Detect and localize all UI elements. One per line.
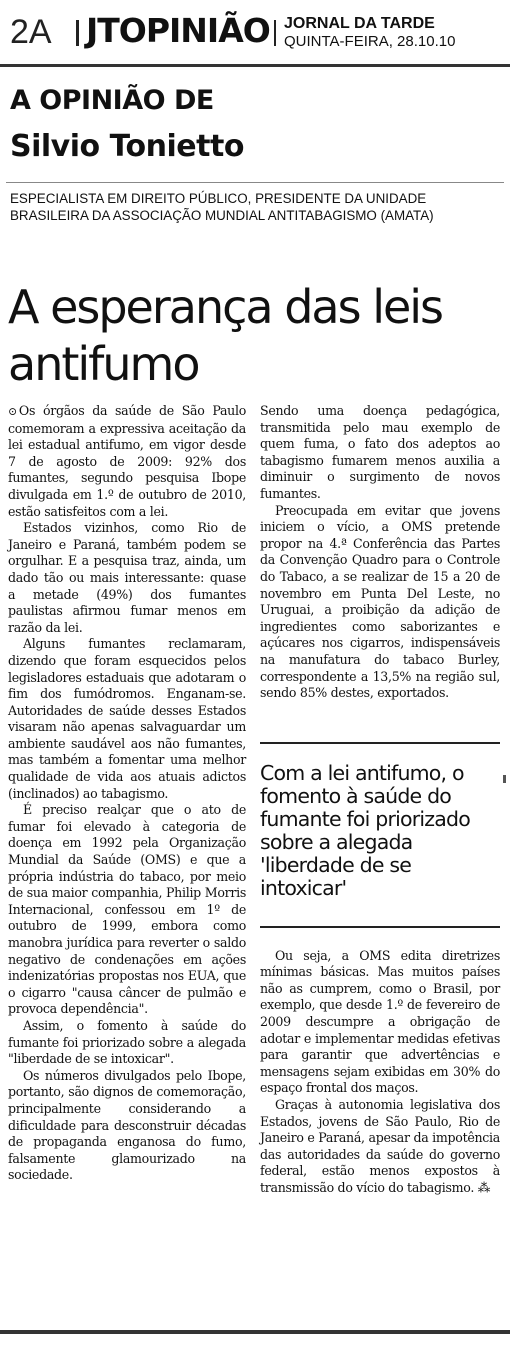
article-paragraph: Graças à autonomia legislativa dos Estados, jovens de São Paulo, Rio de Janeiro e Paraná, apesar da impotência das autoridades da saúde do governo federal, estão menos expostos à transmissão do vício do tabagismo. ⁂	[260, 1097, 500, 1195]
article-paragraph: Alguns fumantes reclamaram, dizendo que foram esquecidos pelos legisladores estaduais que adotaram o fim dos fumódromos. Enganam-se. Autoridades de saúde desses Estados visaram não apenas salvaguardar um ambiente saudável aos não fumantes, mas também a fomentar uma melhor qualidade de vida aos atuais adictos (inclinados) ao tabagismo.	[8, 636, 246, 801]
article-paragraph: Sendo uma doença pedagógica, transmitida pelo mau exemplo de quem fuma, o fato dos adeptos ao tabagismo fumarem menos auxilia a diminuir o surgimento de novos fumantes.	[260, 403, 500, 501]
pull-quote: Com a lei antifumo, o fomento à saúde do fumante foi priorizado sobre a alegada 'liberdade de se intoxicar'	[260, 742, 500, 928]
article-column-left	[8, 403, 246, 1184]
masthead-divider	[274, 20, 276, 46]
article-paragraph: Os números divulgados pelo Ibope, portanto, são dignos de comemoração, principalmente considerando a dificuldade para desconstruir décadas de propaganda enganosa do fumo, falsamente glamourizado na sociedade.	[8, 1067, 246, 1183]
bottom-rule	[0, 1330, 510, 1334]
column-kicker: A OPINIÃO DE	[10, 85, 214, 116]
masthead	[6, 12, 504, 58]
newspaper-name: JORNAL DA TARDE	[284, 15, 435, 32]
article-paragraph: Estados vizinhos, como Rio de Janeiro e Paraná, também podem se orgulhar. E a pesquisa traz, ainda, um dado tão ou mais interessante: quase a metade (49%) dos fumantes paulistas afirmou fumar menos em razão da lei.	[8, 520, 246, 635]
article-column-right	[260, 403, 500, 1197]
author-bio: ESPECIALISTA EM DIREITO PÚBLICO, PRESIDENTE DA UNIDADE BRASILEIRA DA ASSOCIAÇÃO MUNDIAL ANTITABAGISMO (AMATA)	[10, 191, 434, 223]
page-number: 2A	[10, 13, 52, 51]
author-divider	[6, 182, 504, 183]
article-paragraph: Assim, o fomento à saúde do fumante foi priorizado sobre a alegada "liberdade de se intoxicar".	[8, 1017, 246, 1067]
author-name: Silvio Tonietto	[10, 129, 244, 164]
bullet-icon: ⊙	[8, 405, 17, 418]
masthead-divider	[76, 20, 79, 46]
section-title: JTOPINIÃO	[86, 11, 270, 50]
article-paragraph: Preocupada em evitar que jovens iniciem o vício, a OMS pretende propor na 4.ª Conferência das Partes da Convenção Quadro para o Controle do Tabaco, a se realizar de 15 a 20 de novembro em Punta Del Leste, no Uruguai, a proibição da adição de ingredientes como saborizantes e açúcares nos cigarros, indispensáveis na manufatura do tabaco Burley, correspondente a 13,5% na região sul, sendo 85% destes, exportados.	[260, 502, 500, 701]
article-paragraph: É preciso realçar que o ato de fumar foi elevado à categoria de doença em 1992 pela Organização Mundial da Saúde (OMS) e que a própria indústria do tabaco, por meio de sua maior companhia, Philip Morris Internacional, confessou em 1º de outubro de 1999, embora como manobra jurídica para reverter o saldo negativo de condenações em ações indenizatórias propostas nos EUA, que o cigarro "causa câncer de pulmão e provoca dependência".	[8, 802, 246, 1017]
article-paragraph: ⊙ Os órgãos da saúde de São Paulo comemoram a expressiva aceitação da lei estadual antifumo, em vigor desde 7 de agosto de 2009: 92% dos fumantes, segundo pesquisa Ibope divulgada em 1.º de outubro de 2010, estão satisfeitos com a lei.	[8, 403, 246, 519]
article-headline: A esperança das leis antifumo	[8, 279, 443, 391]
edge-mark	[503, 775, 506, 783]
article-paragraph: Ou seja, a OMS edita diretrizes mínimas básicas. Mas muitos países não as cumprem, como o Brasil, por exemplo, que desde 1.º de fevereiro de 2009 descumpre a obrigação de adotar e implementar medidas efetivas para garantir que advertências e mensagens sejam exibidas em 30% do espaço frontal dos maços.	[260, 947, 500, 1096]
top-rule	[0, 64, 510, 67]
publication-date: QUINTA-FEIRA, 28.10.10	[284, 33, 456, 50]
